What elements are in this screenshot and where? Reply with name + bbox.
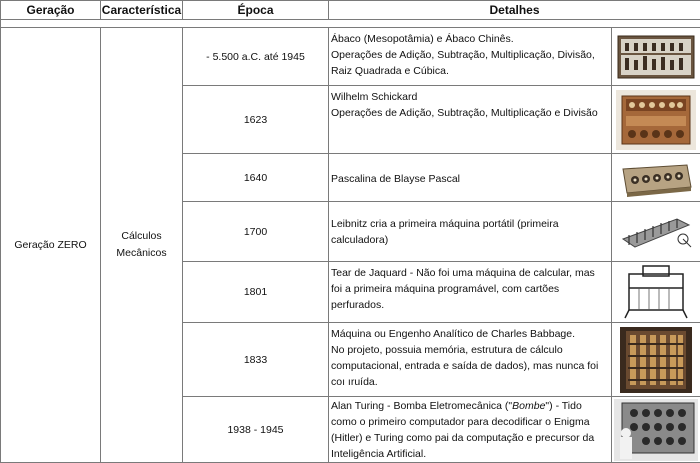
- details-line: calculadora): [331, 232, 609, 248]
- era-cell: 1700: [183, 202, 329, 262]
- bombe-italic: Bombe: [512, 400, 545, 412]
- details-line: perfurados.: [331, 297, 609, 313]
- details-line: Tear de Jaquard - Não foi uma máquina de calcular, mas: [331, 265, 609, 281]
- details-line: Ábaco (Mesopotâmia) e Ábaco Chinês.: [331, 31, 609, 47]
- era-cell: - 5.500 a.C. até 1945: [183, 28, 329, 86]
- details-line: coı ıruída.: [331, 374, 609, 390]
- details-line: Máquina ou Engenho Analítico de Charles Babbage.: [331, 326, 609, 342]
- details-line: Operações de Adição, Subtração, Multiplicação e Divisão: [331, 105, 609, 121]
- pascaline-photo: [617, 157, 695, 199]
- details-cell: [329, 28, 612, 86]
- era-cell: 1801: [183, 262, 329, 323]
- header-row: [1, 1, 700, 20]
- table-row: [1, 28, 700, 86]
- details-line: Leibnitz cria a primeira máquina portátil (primeira: [331, 216, 609, 232]
- details-cell: [329, 202, 612, 262]
- characteristic-cell: [101, 28, 183, 463]
- details-line: No projeto, possuia memória, estrutura de cálculo: [331, 342, 609, 358]
- details-line: [331, 398, 609, 414]
- details-cell: [329, 397, 612, 463]
- details-cell: [329, 86, 612, 154]
- image-cell: [612, 323, 700, 397]
- era-cell: 1833: [183, 323, 329, 397]
- era-cell: 1640: [183, 154, 329, 202]
- image-cell: [612, 28, 700, 86]
- characteristic-line: Cálculos: [101, 228, 182, 245]
- details-cell: [329, 262, 612, 323]
- details-line: (Hitler) e Turing como pai da computação e precursor da: [331, 430, 609, 446]
- header-caracteristica: Característica: [101, 1, 183, 20]
- details-line: Pascalina de Blayse Pascal: [331, 171, 609, 187]
- header-epoca: Época: [183, 1, 329, 20]
- image-cell: [612, 202, 700, 262]
- image-cell: [612, 86, 700, 154]
- era-cell: 1938 - 1945: [183, 397, 329, 463]
- header-detalhes: Detalhes: [329, 1, 700, 20]
- details-line: como o primeiro computador para decodificar o Enigma: [331, 414, 609, 430]
- details-text: Alan Turing - Bomba Eletromecânica (": [331, 400, 512, 412]
- turing-bombe-photo: [614, 399, 698, 461]
- spacer-row: [1, 20, 700, 28]
- details-line: foi a primeira máquina programável, com cartões: [331, 281, 609, 297]
- image-cell: [612, 262, 700, 323]
- details-line: computacional, entrada e saída de dados), mas nunca foi: [331, 358, 609, 374]
- jacquard-loom-photo: [619, 264, 693, 320]
- babbage-analytical-engine-photo: [620, 327, 692, 393]
- image-cell: [612, 154, 700, 202]
- abacus-photo: [617, 34, 695, 80]
- image-cell: [612, 397, 700, 463]
- details-line: Wilhelm Schickard: [331, 89, 609, 105]
- details-text: ") - Tido: [545, 400, 581, 412]
- details-line: Operações de Adição, Subtração, Multiplicação, Divisão,: [331, 47, 609, 63]
- leibniz-calculator-photo: [617, 209, 695, 255]
- details-cell: [329, 323, 612, 397]
- era-cell: 1623: [183, 86, 329, 154]
- header-geracao: Geração: [1, 1, 101, 20]
- generation-cell: Geração ZERO: [1, 28, 101, 463]
- details-line: Inteligência Artificial.: [331, 446, 609, 462]
- details-cell: [329, 154, 612, 202]
- characteristic-line: Mecânicos: [101, 245, 182, 262]
- schickard-calculator-photo: [616, 90, 696, 150]
- details-line: Raiz Quadrada e Cúbica.: [331, 63, 609, 79]
